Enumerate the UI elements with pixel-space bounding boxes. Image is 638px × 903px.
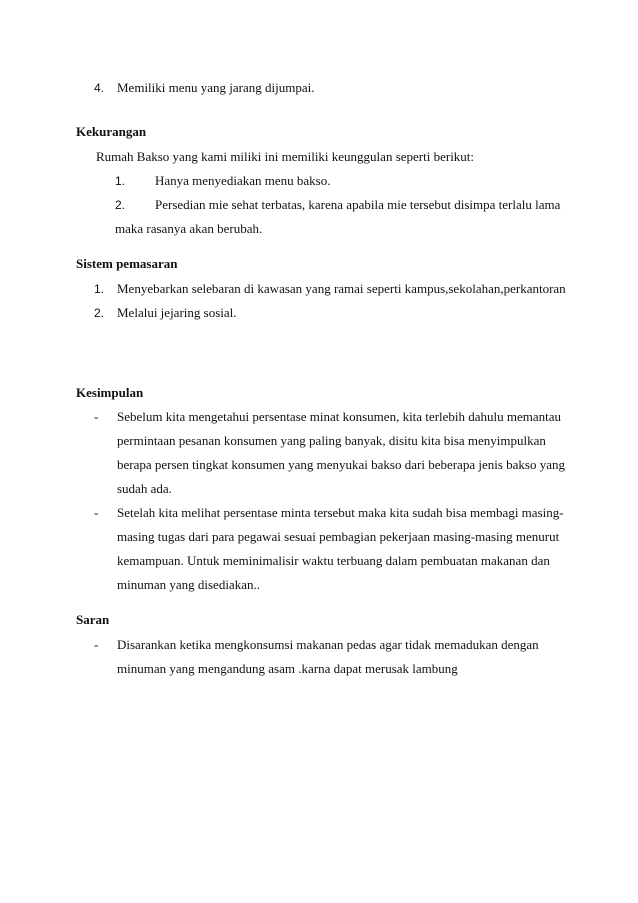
bullet-text: Disarankan ketika mengkonsumsi makanan pedas agar tidak memadukan dengan xyxy=(117,637,539,652)
paragraph-intro: Rumah Bakso yang kami miliki ini memiliki keunggulan seperti berikut: xyxy=(96,149,475,164)
bullet-dash: - xyxy=(94,637,99,652)
bullet-text: kemampuan. Untuk meminimalisir waktu terbuang dalam pembuatan makanan dan xyxy=(117,553,550,568)
bullet-dash: - xyxy=(94,505,99,520)
bullet-text: permintaan pesanan konsumen yang paling banyak, disitu kita bisa menyimpulkan xyxy=(117,433,546,448)
list-number: 2. xyxy=(115,198,126,212)
bullet-text: Sebelum kita mengetahui persentase minat konsumen, kita terlebih dahulu memantau xyxy=(117,409,562,424)
list-number: 2. xyxy=(94,306,105,320)
section-heading-sistem-pemasaran: Sistem pemasaran xyxy=(76,256,178,271)
list-item-continuation: maka rasanya akan berubah. xyxy=(115,221,263,236)
bullet-text: sudah ada. xyxy=(117,481,172,496)
list-item-text: Menyebarkan selebaran di kawasan yang ramai seperti kampus,sekolahan,perkantoran xyxy=(117,281,566,296)
list-number: 1. xyxy=(94,282,105,296)
bullet-text: minuman yang disediakan.. xyxy=(117,577,260,592)
list-item-text: Melalui jejaring sosial. xyxy=(117,305,237,320)
list-number: 4. xyxy=(94,81,105,95)
bullet-text: masing tugas dari para pegawai sesuai pembagian pekerjaan masing-masing menurut xyxy=(117,529,560,544)
section-heading-kekurangan: Kekurangan xyxy=(76,124,147,139)
section-heading-saran: Saran xyxy=(76,612,110,627)
list-number: 1. xyxy=(115,174,126,188)
list-item-text: Hanya menyediakan menu bakso. xyxy=(155,173,331,188)
list-item-text: Memiliki menu yang jarang dijumpai. xyxy=(117,80,315,95)
list-item-text: Persedian mie sehat terbatas, karena apabila mie tersebut disimpa terlalu lama xyxy=(155,197,561,212)
bullet-text: minuman yang mengandung asam .karna dapat merusak lambung xyxy=(117,661,458,676)
bullet-text: Setelah kita melihat persentase minta tersebut maka kita sudah bisa membagi masing- xyxy=(117,505,564,520)
section-heading-kesimpulan: Kesimpulan xyxy=(76,385,144,400)
bullet-text: berapa persen tingkat konsumen yang menyukai bakso dari beberapa jenis bakso yang xyxy=(117,457,565,472)
bullet-dash: - xyxy=(94,409,99,424)
